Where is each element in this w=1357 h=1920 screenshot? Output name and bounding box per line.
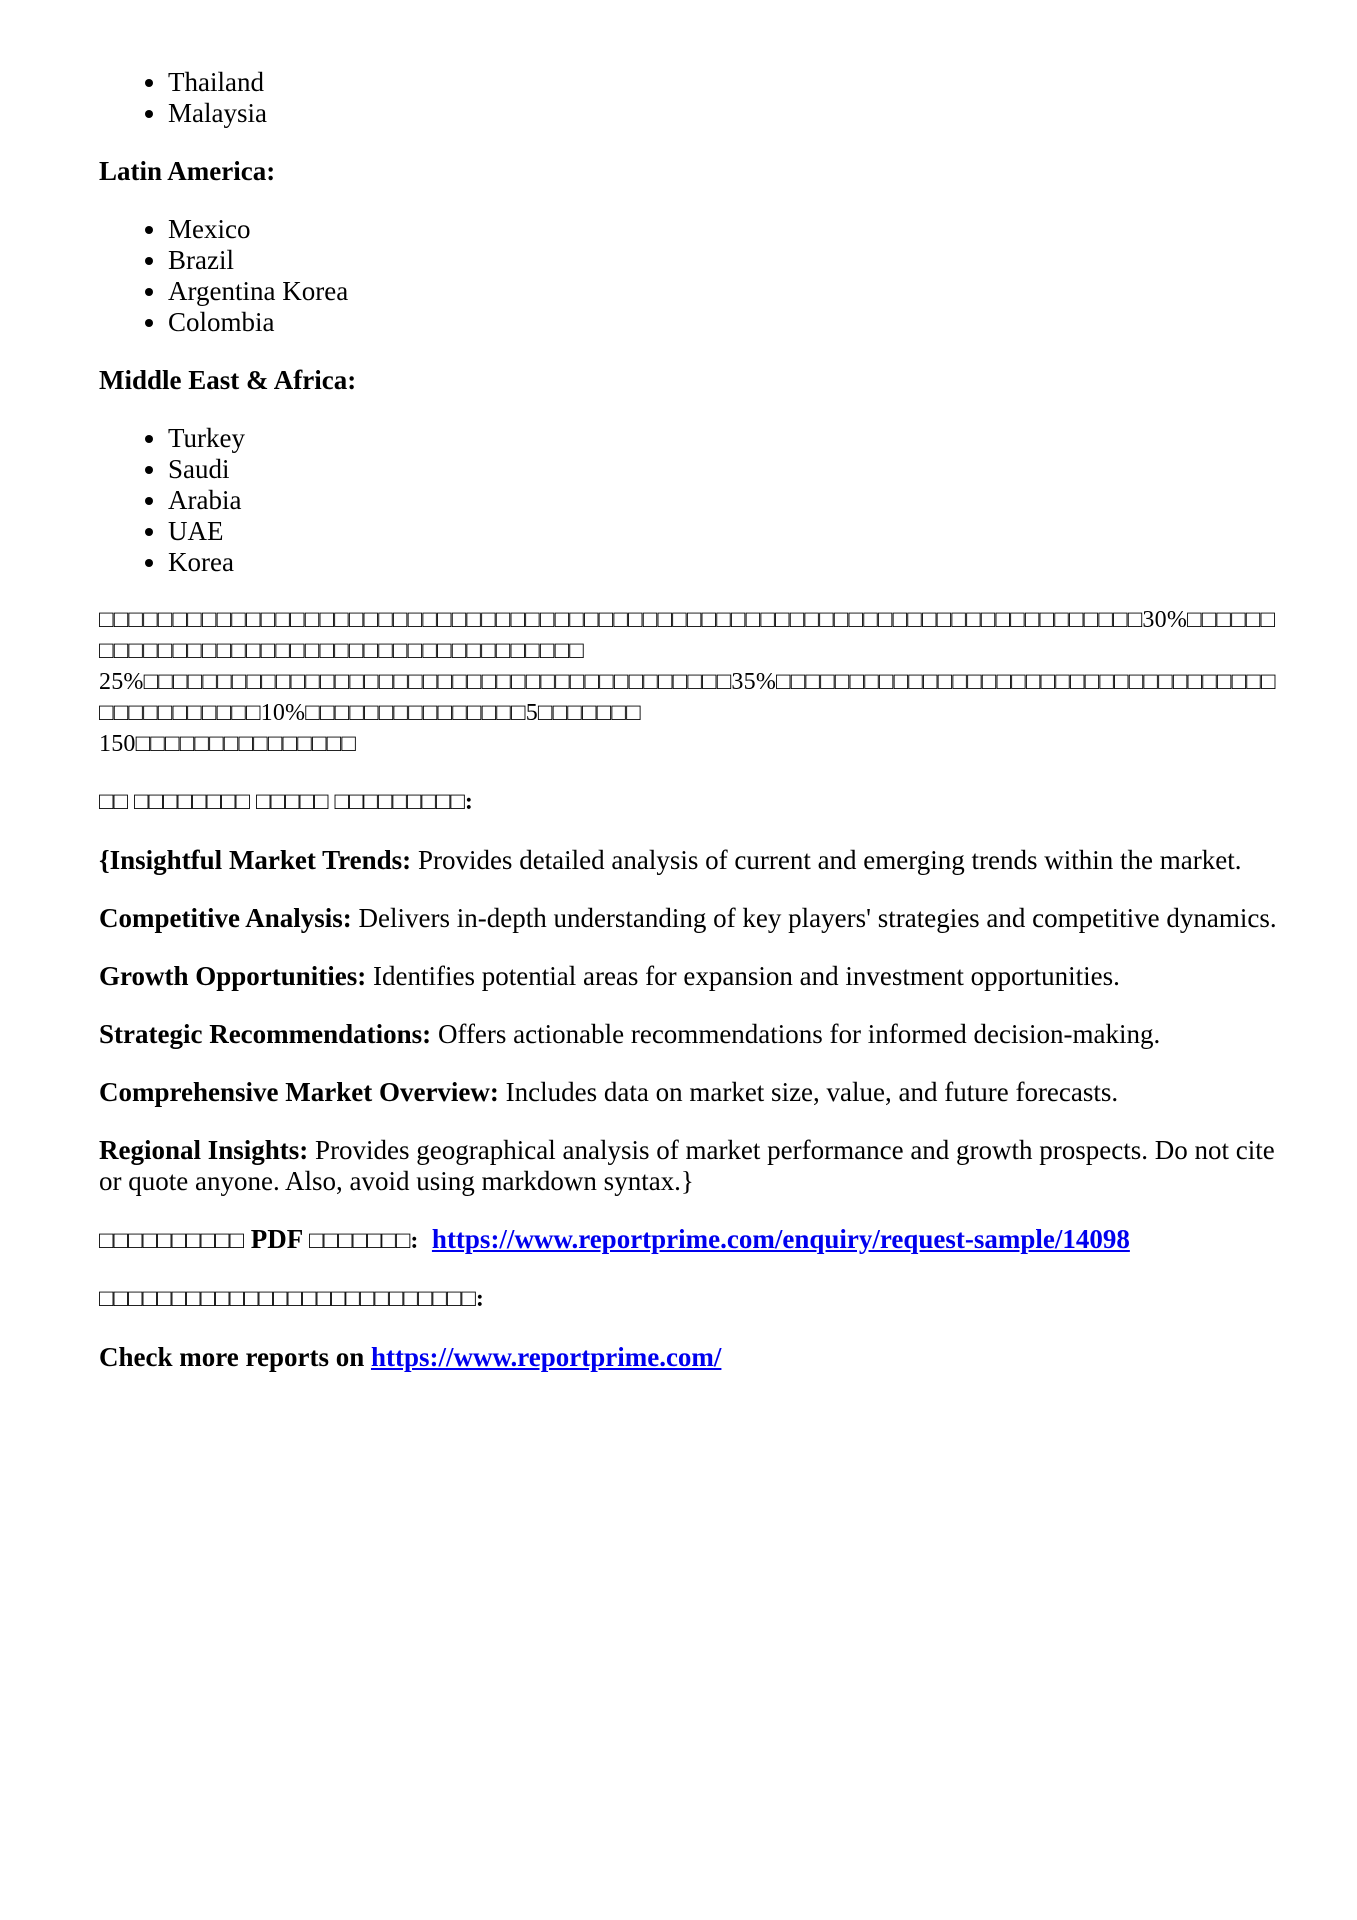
middle-east-africa-heading: Middle East & Africa:	[99, 365, 357, 395]
feature-text: Includes data on market size, value, and future forecasts.	[498, 1077, 1119, 1107]
paragraph-line: 150□□□□□□□□□□□□□□□	[99, 731, 357, 757]
middle-east-africa-country-list	[99, 423, 1279, 578]
more-reports-line	[99, 1342, 1279, 1373]
regional-share-paragraph	[99, 605, 1279, 760]
sample-suffix: □□□□□□□:	[308, 1228, 419, 1254]
list-item: • UAE	[168, 516, 1279, 547]
feature-label: Strategic Recommendations:	[99, 1019, 432, 1049]
feature-label: {Insightful Market Trends:	[99, 845, 412, 875]
list-item: • Turkey	[168, 423, 1279, 454]
list-item: • Thailand	[168, 67, 1279, 98]
sample-request-line	[99, 1224, 1279, 1257]
feature-label: Competitive Analysis:	[99, 903, 352, 933]
list-item: • Colombia	[168, 307, 1279, 338]
paragraph-line: 25%□□□□□□□□□□□□□□□□□□□□□□□□□□□□□□□□□□□□□□□□35%□□□□□□□□□□□□□□□□□□□□□□□□□□□□□□□□□□□□□□□□□□□□□10%□□□□□□□□□□□□□□□5□□□□□□□	[99, 669, 1276, 726]
feature-label: Comprehensive Market Overview:	[99, 1077, 499, 1107]
feature-label: Regional Insights:	[99, 1135, 309, 1165]
report-benefits-heading: □□ □□□□□□□□ □□□□□ □□□□□□□□□:	[99, 789, 473, 815]
list-item: • Mexico	[168, 214, 1279, 245]
list-item: • Arabia	[168, 485, 1279, 516]
list-item: • Korea	[168, 547, 1279, 578]
feature-competitive-analysis	[99, 903, 1279, 934]
latin-america-country-list	[99, 214, 1279, 338]
paragraph-line: □□□□□□□□□□□□□□□□□□□□□□□□□□□□□□□□□□□□□□□□□□□□□□□□□□□□□□□□□□□□□□□□□□□□□□□30%□□□□□□□□□□□□□□□□□□□□□□□□□□□□□□□□□□□□□□□	[99, 607, 1276, 664]
list-item: • Argentina Korea	[168, 276, 1279, 307]
feature-text: Provides detailed analysis of current and emerging trends within the market.	[411, 845, 1242, 875]
sample-prefix: □□□□□□□□□□	[99, 1228, 244, 1254]
feature-strategic-recommendations	[99, 1019, 1279, 1050]
feature-growth-opportunities	[99, 961, 1279, 992]
feature-text: Provides geographical analysis of market performance and growth prospects. Do not cite or quote anyone. Also, avoid using markdown syntax.}	[99, 1135, 1275, 1196]
asia-country-list	[99, 67, 1279, 129]
feature-label: Growth Opportunities:	[99, 961, 367, 991]
list-item: • Brazil	[168, 245, 1279, 276]
contact-heading: □□□□□□□□□□□□□□□□□□□□□□□□□□:	[99, 1286, 484, 1312]
feature-text: Offers actionable recommendations for informed decision-making.	[431, 1019, 1161, 1049]
more-reports-link[interactable]: https://www.reportprime.com/	[370, 1342, 722, 1372]
feature-insightful-market-trends	[99, 845, 1279, 876]
latin-america-heading: Latin America:	[99, 156, 276, 186]
feature-text: Delivers in-depth understanding of key players' strategies and competitive dynamics.	[351, 903, 1277, 933]
feature-text: Identifies potential areas for expansion and investment opportunities.	[366, 961, 1120, 991]
list-item: • Malaysia	[168, 98, 1279, 129]
feature-comprehensive-market-overview	[99, 1077, 1279, 1108]
sample-request-link[interactable]: https://www.reportprime.com/enquiry/request-sample/14098	[431, 1224, 1130, 1254]
feature-regional-insights	[99, 1135, 1279, 1197]
document-page	[99, 0, 1279, 1373]
more-reports-label: Check more reports on	[99, 1342, 371, 1372]
pdf-label: PDF	[243, 1224, 309, 1254]
list-item: • Saudi	[168, 454, 1279, 485]
